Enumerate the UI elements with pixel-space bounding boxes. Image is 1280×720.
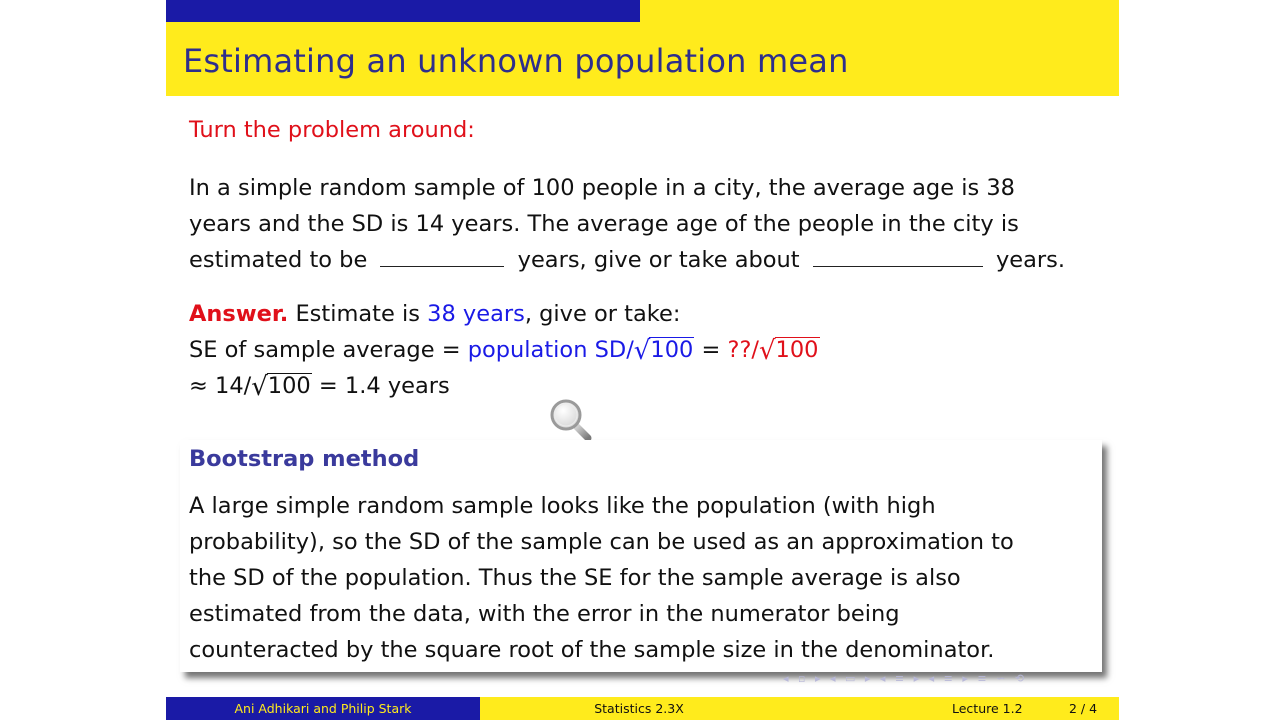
- approx-prefix: ≈ 14/: [189, 373, 252, 399]
- page-title: Estimating an unknown population mean: [183, 42, 849, 80]
- headline-bar: [166, 0, 1119, 22]
- blank-estimate: [380, 247, 504, 267]
- approx-result: = 1.4 years: [318, 373, 450, 399]
- problem-line-1: In a simple random sample of 100 people in a city, the average age is 38: [189, 175, 1015, 201]
- frame-title-bar: [166, 22, 1119, 96]
- estimate-prefix: Estimate is: [295, 301, 420, 327]
- bootstrap-body: [189, 488, 1014, 668]
- bootstrap-line-2: probability), so the SD of the sample can be used as an approximation to: [189, 529, 1014, 555]
- bootstrap-line-4: estimated from the data, with the error in the numerator being: [189, 601, 900, 627]
- bootstrap-title: Bootstrap method: [189, 446, 420, 472]
- footer-right: [798, 697, 1119, 720]
- footer-page-number: 2 / 4: [1069, 701, 1098, 716]
- bootstrap-line-1: A large simple random sample looks like the population (with high: [189, 493, 936, 519]
- bootstrap-line-3: the SD of the population. Thus the SE for the sample average is also: [189, 565, 961, 591]
- problem-line-3b: years, give or take about: [517, 247, 800, 273]
- estimate-value: 38 years: [427, 301, 525, 327]
- se-red-text: ??/: [727, 337, 759, 363]
- se-radicand-2: 100: [775, 337, 819, 363]
- problem-line-3a: estimated to be: [189, 247, 368, 273]
- answer-block: [189, 296, 820, 404]
- se-radicand-1: 100: [650, 337, 694, 363]
- beamer-navigation-icons[interactable]: ◂ ▫ ▸ ◂ ▭ ▸ ◂ ≡ ▸ ◂ ≡ ▸ ≡ ∽ ⟲: [783, 672, 1028, 685]
- approx-radicand: 100: [267, 373, 311, 399]
- estimate-suffix: , give or take:: [524, 301, 681, 327]
- se-equals: =: [701, 337, 721, 363]
- sqrt-symbol-3: √100: [251, 372, 311, 402]
- answer-label: Answer.: [189, 301, 289, 327]
- sqrt-symbol-2: √100: [758, 336, 819, 366]
- footer-lecture: Lecture 1.2: [952, 701, 1023, 716]
- slide: [166, 0, 1119, 720]
- se-prefix: SE of sample average =: [189, 337, 461, 363]
- bootstrap-line-5: counteracted by the square root of the sample size in the denominator.: [189, 637, 995, 663]
- problem-paragraph: [189, 170, 1065, 278]
- blank-give-or-take: [813, 247, 983, 267]
- footer-course: Statistics 2.3X: [480, 697, 798, 720]
- problem-line-2: years and the SD is 14 years. The average age of the people in the city is: [189, 211, 1019, 237]
- answer-line-2: [189, 332, 820, 368]
- magnifier-icon: [544, 395, 594, 445]
- se-blue-term: [467, 336, 695, 366]
- headline-bar-left: [166, 0, 640, 22]
- se-red-term: [727, 336, 820, 366]
- se-blue-text: population SD/: [467, 337, 634, 363]
- intro-text: Turn the problem around:: [189, 117, 475, 143]
- answer-line-3: [189, 368, 820, 404]
- footer-bar: [166, 697, 1119, 720]
- problem-line-3: [189, 242, 1065, 278]
- problem-line-3c: years.: [995, 247, 1066, 273]
- answer-line-1: [189, 296, 820, 332]
- sqrt-symbol-1: √100: [633, 336, 694, 366]
- footer-authors: Ani Adhikari and Philip Stark: [166, 697, 480, 720]
